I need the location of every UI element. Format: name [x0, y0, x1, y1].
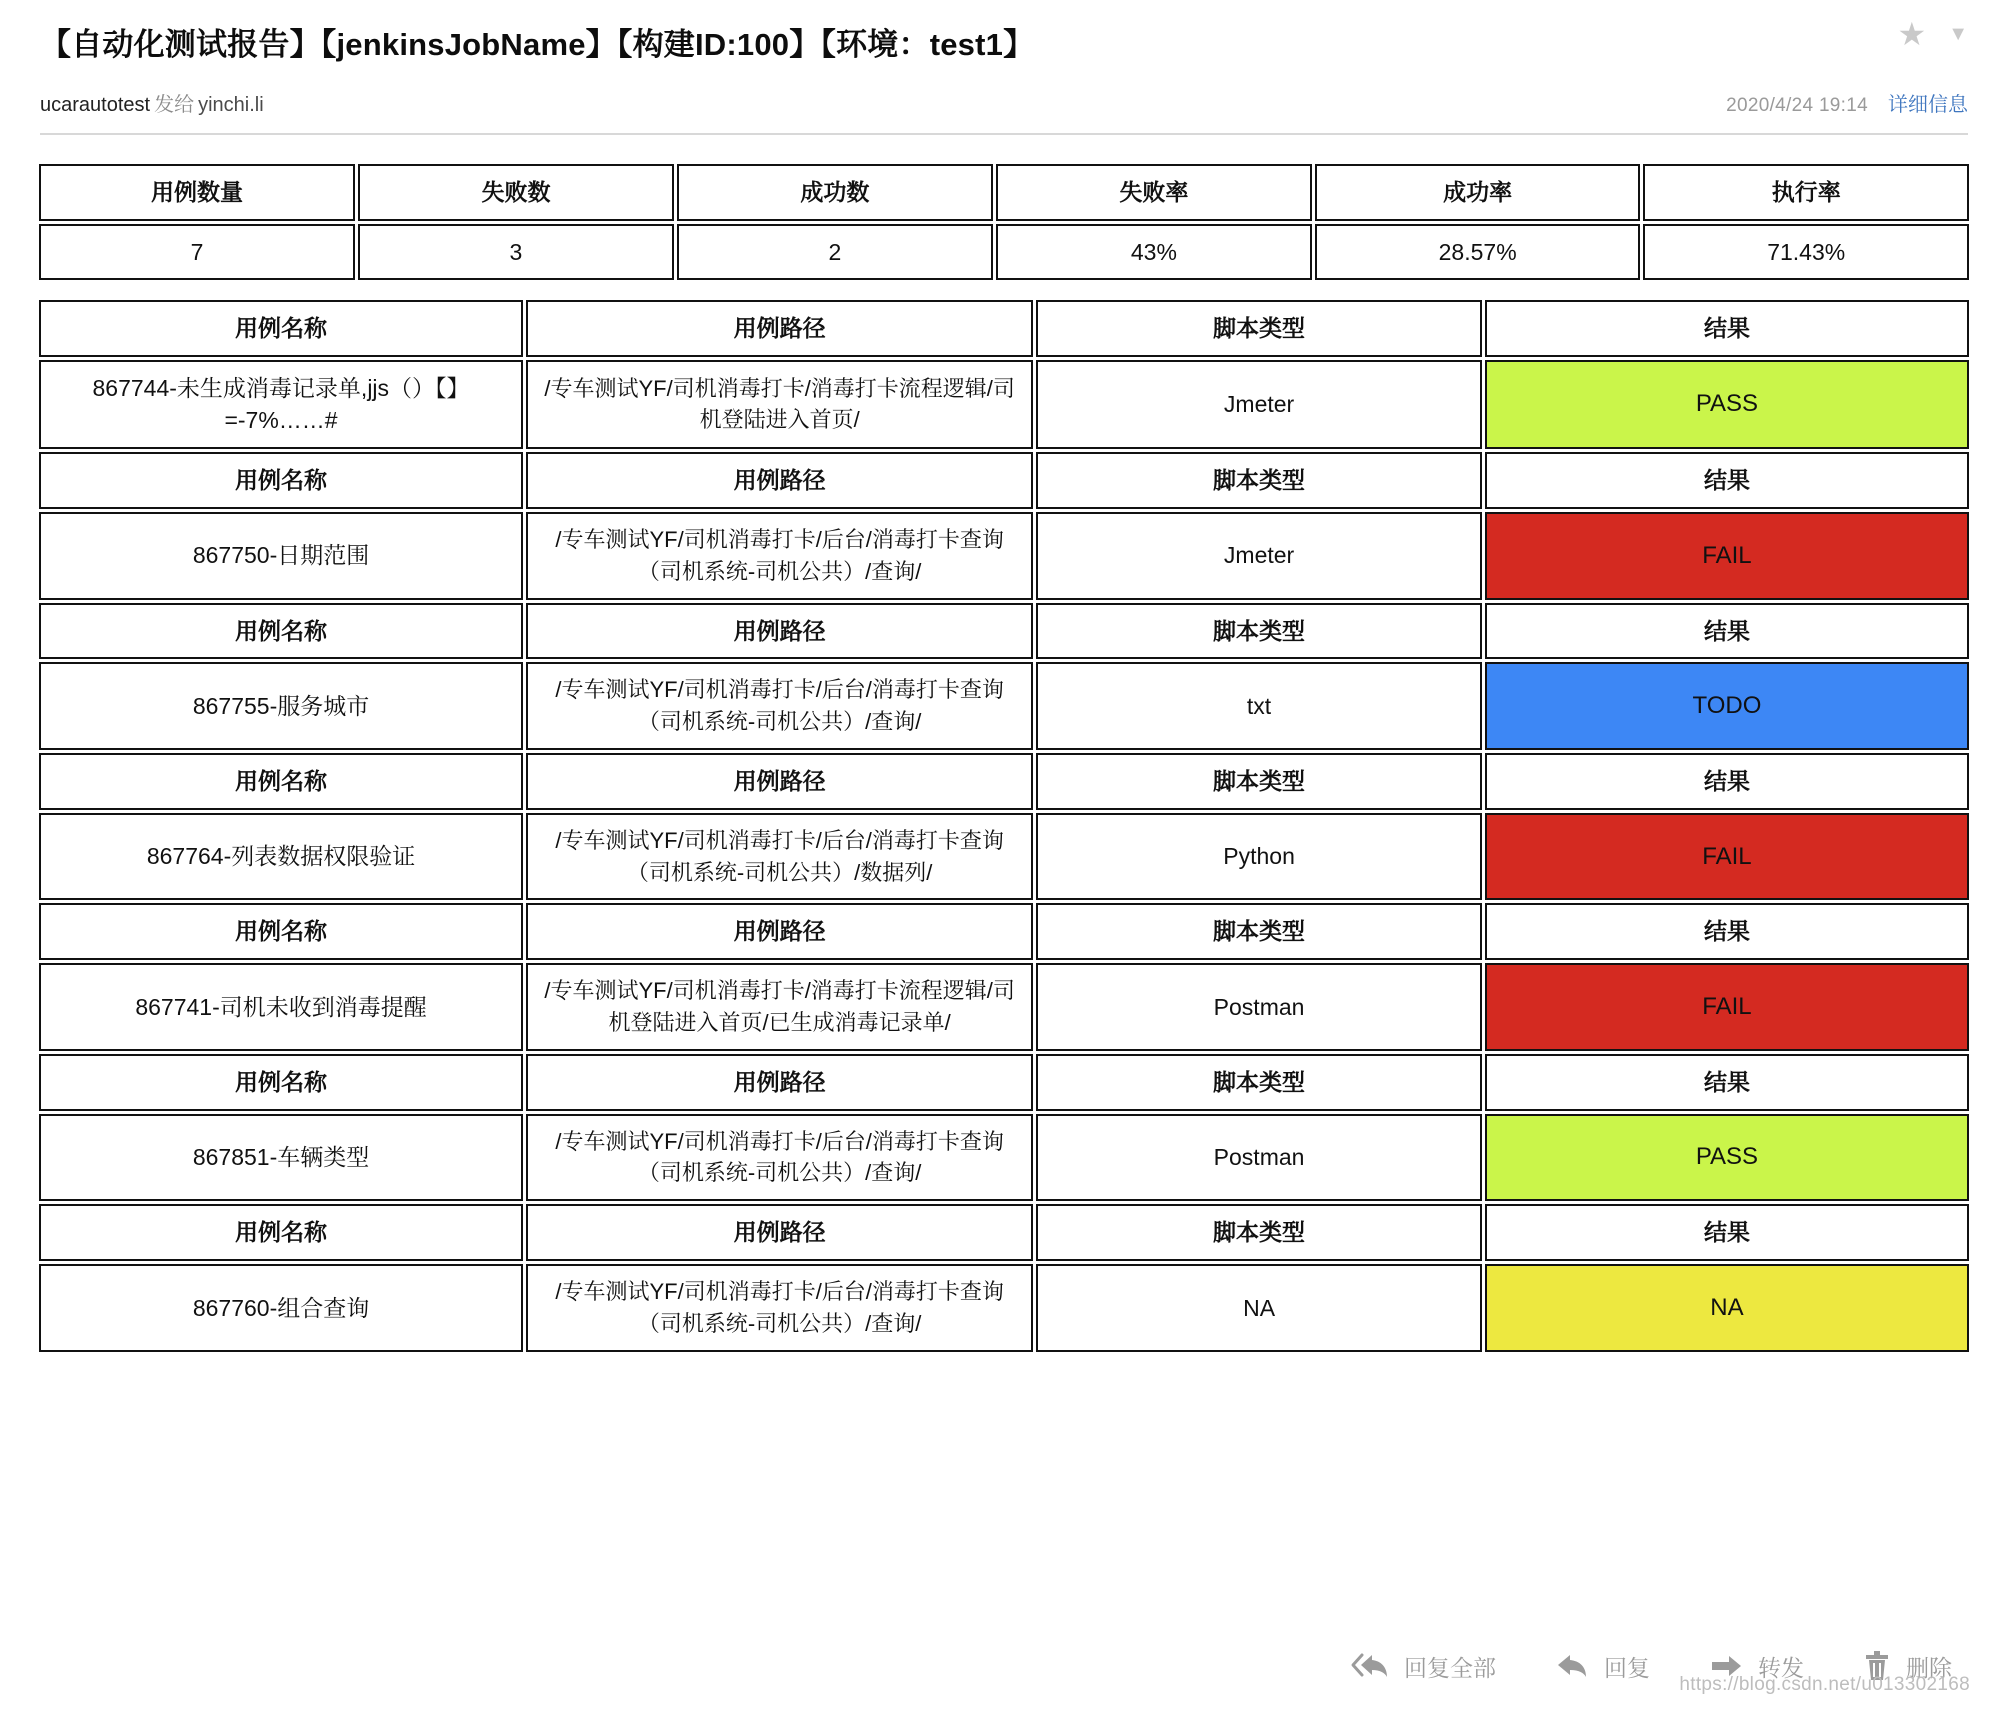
testcase-header-cell: 用例路径 [526, 903, 1033, 960]
testcase-header-cell: 用例路径 [526, 1054, 1033, 1111]
table-row [39, 1264, 1969, 1352]
sender-line [40, 88, 264, 117]
testcase-name: 867755-服务城市 [39, 662, 523, 750]
mail-meta-row [40, 88, 1968, 117]
testcase-name: 867744-未生成消毒记录单,jjs（）【】=-7%……# [39, 360, 523, 449]
summary-value-cell: 2 [677, 224, 993, 281]
testcase-script-type: Jmeter [1036, 360, 1482, 449]
mail-action-bar [0, 1618, 2008, 1714]
status-badge: PASS [1485, 1114, 1969, 1202]
trash-icon [1862, 1650, 1892, 1682]
testcase-script-type: Postman [1036, 1114, 1482, 1202]
details-link[interactable]: 详细信息 [1888, 93, 1968, 116]
testcase-header-cell: 脚本类型 [1036, 300, 1482, 357]
testcase-header-row [39, 1054, 1969, 1111]
testcase-header-cell: 用例路径 [526, 1204, 1033, 1261]
testcase-header-cell: 结果 [1485, 753, 1969, 810]
testcase-header-cell: 结果 [1485, 300, 1969, 357]
testcase-name: 867741-司机未收到消毒提醒 [39, 963, 523, 1051]
star-icon[interactable]: ★ [1897, 16, 1927, 52]
testcase-header-cell: 用例名称 [39, 1204, 523, 1261]
email-subject: 【自动化测试报告】【jenkinsJobName】【构建ID:100】【环境：test1】 [40, 27, 1035, 62]
testcase-script-type: Postman [1036, 963, 1482, 1051]
status-badge: NA [1485, 1264, 1969, 1352]
table-spacer [36, 283, 1972, 297]
table-row [39, 813, 1969, 901]
testcase-header-row [39, 452, 1969, 509]
testcase-header-row [39, 603, 1969, 660]
summary-header-cell: 失败数 [358, 164, 674, 221]
testcase-script-type: Python [1036, 813, 1482, 901]
status-badge: FAIL [1485, 512, 1969, 600]
testcase-script-type: NA [1036, 1264, 1482, 1352]
testcase-header-cell: 结果 [1485, 1204, 1969, 1261]
forward-icon [1708, 1651, 1744, 1681]
summary-header-cell: 失败率 [996, 164, 1312, 221]
summary-header-cell: 用例数量 [39, 164, 355, 221]
testcase-header-cell: 用例路径 [526, 452, 1033, 509]
summary-header-cell: 成功数 [677, 164, 993, 221]
status-badge: FAIL [1485, 963, 1969, 1051]
recipient-name[interactable]: yinchi.li [198, 93, 264, 116]
table-row [39, 662, 1969, 750]
reply-icon [1554, 1651, 1590, 1681]
header-icon-group [1898, 18, 1968, 50]
summary-value-cell: 3 [358, 224, 674, 281]
testcase-header-cell: 脚本类型 [1036, 603, 1482, 660]
delete-label: 删除 [1906, 1654, 1952, 1681]
summary-value-row [39, 224, 1969, 281]
testcase-path: /专车测试YF/司机消毒打卡/后台/消毒打卡查询（司机系统-司机公共）/查询/ [526, 512, 1033, 600]
testcase-header-cell: 结果 [1485, 452, 1969, 509]
testcase-path: /专车测试YF/司机消毒打卡/后台/消毒打卡查询（司机系统-司机公共）/查询/ [526, 1264, 1033, 1352]
summary-value-cell: 28.57% [1315, 224, 1641, 281]
sender-verb: 发给 [154, 93, 195, 116]
testcase-script-type: Jmeter [1036, 512, 1482, 600]
testcase-name: 867760-组合查询 [39, 1264, 523, 1352]
testcase-header-cell: 脚本类型 [1036, 1204, 1482, 1261]
testcase-header-cell: 脚本类型 [1036, 753, 1482, 810]
testcase-header-cell: 用例名称 [39, 753, 523, 810]
status-badge: TODO [1485, 662, 1969, 750]
summary-header-cell: 执行率 [1643, 164, 1969, 221]
reply-button[interactable] [1554, 1650, 1650, 1683]
forward-button[interactable] [1708, 1650, 1804, 1683]
testcase-header-cell: 脚本类型 [1036, 903, 1482, 960]
reply-all-button[interactable] [1348, 1650, 1496, 1683]
chevron-down-icon[interactable]: ▼ [1948, 23, 1968, 45]
testcase-name: 867764-列表数据权限验证 [39, 813, 523, 901]
delete-button[interactable] [1862, 1650, 1952, 1683]
testcase-header-cell: 用例路径 [526, 300, 1033, 357]
testcase-header-cell: 脚本类型 [1036, 452, 1482, 509]
forward-label: 转发 [1758, 1654, 1804, 1681]
testcase-path: /专车测试YF/司机消毒打卡/后台/消毒打卡查询（司机系统-司机公共）/查询/ [526, 1114, 1033, 1202]
testcase-header-cell: 用例名称 [39, 300, 523, 357]
testcase-header-cell: 用例路径 [526, 753, 1033, 810]
mail-meta-right [1726, 88, 1968, 117]
reply-all-label: 回复全部 [1404, 1654, 1496, 1681]
testcase-table [36, 297, 1972, 1355]
testcase-name: 867851-车辆类型 [39, 1114, 523, 1202]
testcase-header-cell: 用例名称 [39, 903, 523, 960]
summary-table [36, 161, 1972, 283]
testcase-path: /专车测试YF/司机消毒打卡/后台/消毒打卡查询（司机系统-司机公共）/查询/ [526, 662, 1033, 750]
timestamp: 2020/4/24 19:14 [1726, 94, 1868, 116]
testcase-header-cell: 结果 [1485, 903, 1969, 960]
testcase-path: /专车测试YF/司机消毒打卡/消毒打卡流程逻辑/司机登陆进入首页/ [526, 360, 1033, 449]
testcase-header-row [39, 903, 1969, 960]
testcase-header-cell: 脚本类型 [1036, 1054, 1482, 1111]
testcase-script-type: txt [1036, 662, 1482, 750]
testcase-header-row [39, 1204, 1969, 1261]
testcase-header-cell: 用例名称 [39, 1054, 523, 1111]
testcase-header-cell: 用例路径 [526, 603, 1033, 660]
table-row [39, 360, 1969, 449]
table-row [39, 1114, 1969, 1202]
testcase-header-row [39, 300, 1969, 357]
summary-value-cell: 71.43% [1643, 224, 1969, 281]
testcase-header-cell: 结果 [1485, 603, 1969, 660]
summary-header-cell: 成功率 [1315, 164, 1641, 221]
mail-header [0, 0, 2008, 135]
sender-name[interactable]: ucarautotest [40, 93, 151, 116]
summary-value-cell: 7 [39, 224, 355, 281]
table-row [39, 512, 1969, 600]
testcase-header-cell: 结果 [1485, 1054, 1969, 1111]
testcase-path: /专车测试YF/司机消毒打卡/消毒打卡流程逻辑/司机登陆进入首页/已生成消毒记录单/ [526, 963, 1033, 1051]
table-row [39, 963, 1969, 1051]
reply-all-icon [1348, 1651, 1390, 1681]
header-divider [40, 133, 1968, 135]
report-body [0, 135, 2008, 1355]
testcase-header-cell: 用例名称 [39, 452, 523, 509]
status-badge: FAIL [1485, 813, 1969, 901]
testcase-name: 867750-日期范围 [39, 512, 523, 600]
summary-header-row [39, 164, 1969, 221]
testcase-path: /专车测试YF/司机消毒打卡/后台/消毒打卡查询（司机系统-司机公共）/数据列/ [526, 813, 1033, 901]
testcase-header-row [39, 753, 1969, 810]
status-badge: PASS [1485, 360, 1969, 449]
testcase-header-cell: 用例名称 [39, 603, 523, 660]
reply-label: 回复 [1604, 1654, 1650, 1681]
summary-value-cell: 43% [996, 224, 1312, 281]
watermark: https://blog.csdn.net/u013302168 [1679, 1674, 1970, 1695]
